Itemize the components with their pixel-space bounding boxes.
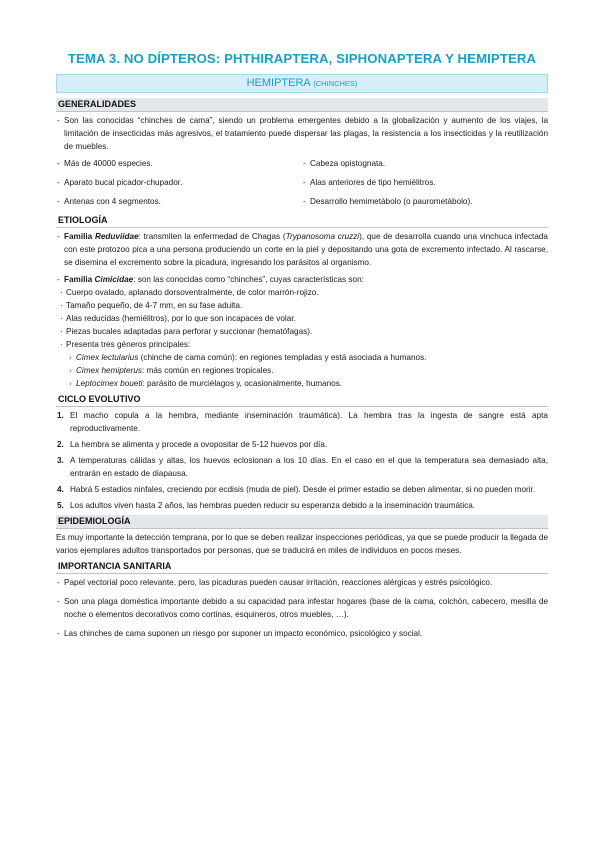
- list-item: · Alas reducidas (hemiélitros), por lo que son incapaces de volar.: [56, 312, 548, 325]
- cycle-step: 5. Los adultos viven hasta 2 años, las hembras pueden reducir su esperanza debido a la inseminación traumática.: [57, 501, 476, 510]
- cimicidae-features: [56, 286, 548, 390]
- family-label: Familia: [64, 232, 95, 241]
- family-name: Cimicidae: [94, 275, 134, 284]
- list-item: - Las chinches de cama suponen un riesgo por suponer un impacto económico, psicológico y social.: [56, 627, 548, 640]
- genus-item: › Cimex hemipterus: más común en regiones tropicales.: [56, 364, 548, 377]
- list-item: - Más de 40000 especies.: [56, 157, 302, 176]
- heading-importancia: IMPORTANCIA SANITARIA: [56, 560, 548, 574]
- list-item: - Alas anteriores de tipo hemiélitros.: [302, 176, 548, 195]
- species-name: Trypanosoma cruzzi: [285, 232, 360, 241]
- list-item: · Cuerpo ovalado, aplanado dorsoventralmente, de color marrón-rojizo.: [56, 286, 548, 299]
- heading-generalidades: GENERALIDADES: [56, 98, 548, 112]
- list-item: - Desarrollo hemimetábolo (o paurometábolo).: [302, 195, 548, 214]
- family-name: Reduviidae: [94, 232, 139, 241]
- list-item: · Tamaño pequeño, de 4-7 mm, en su fase adulta.: [56, 299, 548, 312]
- genus-item: › Cimex lectularius (chinche de cama común): en regiones templadas y está asociada a humanos.: [56, 351, 548, 364]
- generalidades-intro: - Son las conocidas “chinches de cama”, siendo un problema emergentes debido a la globalización y aumento de los viajes, la limitación de insecticidas más agresivos, el tratamiento puede dispersar las plagas, la resistencia a los insecticidas y la reutilización de muebles.: [56, 114, 548, 153]
- cycle-step: 4. Habrá 5 estadios ninfales, creciendo por ecdisis (muda de piel). Desde el primer estadio se deben alimentar, si no pueden morir.: [57, 485, 536, 494]
- document-page: [56, 50, 548, 640]
- cycle-step: 3. A temperaturas cálidas y altas, los huevos eclosionan a los 10 días. En el caso en el que la temperatura sea demasiado alta, entrarán en estado de diapausa.: [57, 456, 548, 478]
- list-item: - Antenas con 4 segmentos.: [56, 195, 302, 214]
- ciclo-steps: [56, 409, 548, 512]
- list-item: - Papel vectorial poco relevante, pero, las picaduras pueden causar irritación, reacciones alérgicas y estrés psicológico.: [56, 576, 548, 589]
- generalidades-list: [56, 157, 548, 214]
- importancia-list: [56, 576, 548, 640]
- banner-subtitle: (CHINCHES): [313, 79, 358, 88]
- cimicidae-paragraph: - Familia Cimicidae: son las conocidas como “chinches”, cuyas características son:: [56, 273, 548, 286]
- reduviidae-paragraph: - Familia Reduviidae: transmiten la enfermedad de Chagas (Trypanosoma cruzzi), que de desarrolla cuando una vinchuca infectada con este protozoo pica a una persona produciendo un corte en la piel y depositando una gota de excremento infectado. Al rascarse, se disemina el excremento sobre la picadura, ingresando los parásitos al organismo.: [56, 230, 548, 269]
- heading-etiologia: ETIOLOGÍA: [56, 214, 548, 228]
- list-item: - Aparato bucal picador-chupador.: [56, 176, 302, 195]
- epidemiologia-text: Es muy importante la detección temprana, por lo que se deben realizar inspecciones periódicas, ya que se puede producir la llegada de varios ejemplares adultos transportados por personas, que se traducirá en miles de individuos en pocos meses.: [56, 533, 549, 555]
- genus-item: › Leptocimex boueti: parásito de murciélagos y, ocasionalmente, humanos.: [56, 377, 548, 390]
- banner-title: HEMIPTERA: [246, 77, 311, 89]
- page-title: TEMA 3. NO DÍPTEROS: PHTHIRAPTERA, SIPHONAPTERA Y HEMIPTERA: [67, 51, 537, 66]
- cycle-step: 1. El macho copula a la hembra, mediante inseminación traumática). La hembra tras la ingesta de sangre está apta reproductivamente.: [57, 411, 548, 433]
- heading-epidemiologia: EPIDEMIOLOGÍA: [56, 515, 548, 529]
- list-item: - Cabeza opistognata.: [302, 157, 548, 176]
- family-label: Familia: [64, 275, 95, 284]
- list-item: - Son una plaga doméstica importante debido a su capacidad para infestar hogares (base de la cama, colchón, cabecero, mesilla de noche o elementos decorativos como cortinas, esquineros, otros muebles, …).: [56, 595, 548, 621]
- list-item: · Piezas bucales adaptadas para perforar y succionar (hematófagas).: [56, 325, 548, 338]
- heading-ciclo: CICLO EVOLUTIVO: [56, 393, 548, 407]
- cycle-step: 2. La hembra se alimenta y procede a ovopositar de 5-12 huevos por día.: [57, 440, 328, 449]
- section-banner: [56, 74, 548, 93]
- list-item: · Presenta tres géneros principales:: [56, 338, 548, 351]
